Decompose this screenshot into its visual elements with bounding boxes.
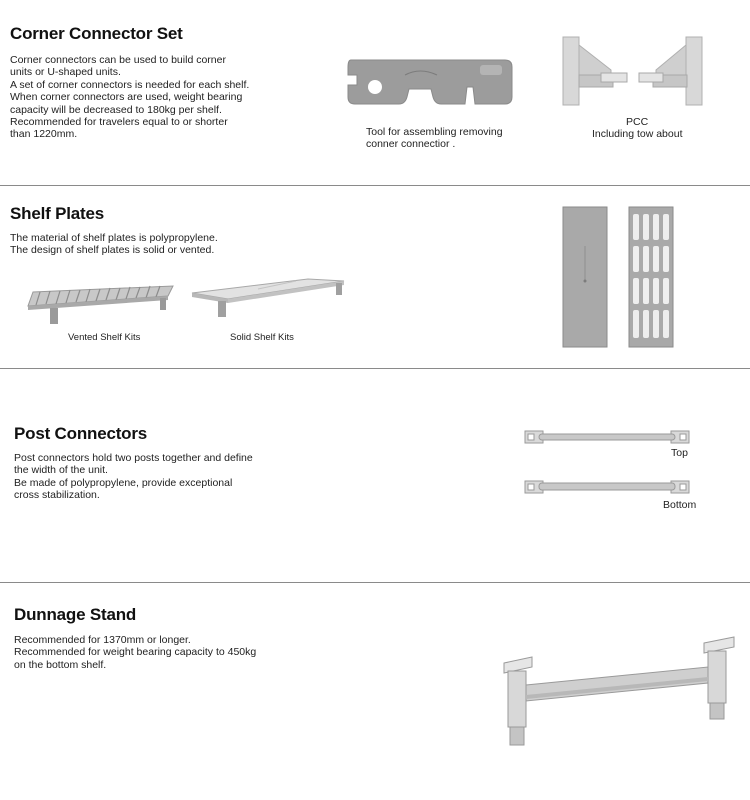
assembly-tool-image: [345, 57, 515, 107]
description-line: than 1220mm.: [10, 128, 78, 141]
description-line: The design of shelf plates is solid or vented.: [10, 244, 215, 257]
top-connector-label: Top: [671, 447, 688, 459]
vented-shelf-panel-image: [628, 206, 674, 348]
caption-line: conner connectior .: [366, 138, 456, 151]
description-line: The material of shelf plates is polypropylene.: [10, 232, 218, 244]
description-line: Post connectors hold two posts together and define: [14, 452, 253, 464]
vented-shelf-caption: Vented Shelf Kits: [68, 332, 141, 343]
bottom-post-connector-image: [523, 479, 691, 495]
top-post-connector-image: [523, 429, 691, 445]
dunnage-stand-section: [0, 583, 750, 800]
solid-shelf-kit-image: [188, 271, 348, 321]
description-line: Recommended for 1370mm or longer.: [14, 634, 191, 646]
section-title: Corner Connector Set: [10, 24, 183, 43]
vented-shelf-kit-image: [18, 276, 178, 326]
section-title: Shelf Plates: [10, 204, 104, 223]
caption-line: Tool for assembling removing: [366, 126, 503, 138]
pcc-corner-connectors-image: [561, 35, 706, 107]
shelf-plates-section: [0, 186, 750, 368]
solid-shelf-panel-image: [562, 206, 608, 348]
dunnage-stand-image: [496, 633, 741, 753]
section-title: Dunnage Stand: [14, 605, 137, 624]
section-description: [10, 54, 249, 141]
description-line: A set of corner connectors is needed for each shelf.: [10, 78, 250, 91]
section-description: [14, 452, 253, 502]
corner-connector-section: [0, 0, 750, 185]
description-line: the width of the unit.: [14, 464, 108, 477]
description-line: Recommended for weight bearing capacity to 450kg: [14, 646, 257, 659]
description-line: units or U-shaped units.: [10, 66, 121, 79]
solid-shelf-caption: Solid Shelf Kits: [230, 332, 294, 343]
description-line: capacity will be decreased to 180kg per shelf.: [10, 103, 222, 116]
pcc-label: PCC: [626, 116, 649, 128]
description-line: When corner connectors are used, weight bearing: [10, 91, 243, 104]
description-line: cross stabilization.: [14, 489, 100, 502]
tool-caption: [366, 126, 503, 151]
post-connectors-section: [0, 369, 750, 581]
pcc-caption: [592, 116, 682, 141]
description-line: Corner connectors can be used to build corner: [10, 54, 226, 66]
pcc-note: Including tow about: [592, 128, 683, 141]
section-description: [14, 634, 256, 671]
description-line: Be made of polypropylene, provide exceptional: [14, 476, 233, 489]
section-description: [10, 232, 218, 257]
description-line: Recommended for travelers equal to or shorter: [10, 116, 228, 129]
description-line: on the bottom shelf.: [14, 658, 107, 671]
bottom-connector-label: Bottom: [663, 499, 697, 511]
section-title: Post Connectors: [14, 424, 148, 443]
